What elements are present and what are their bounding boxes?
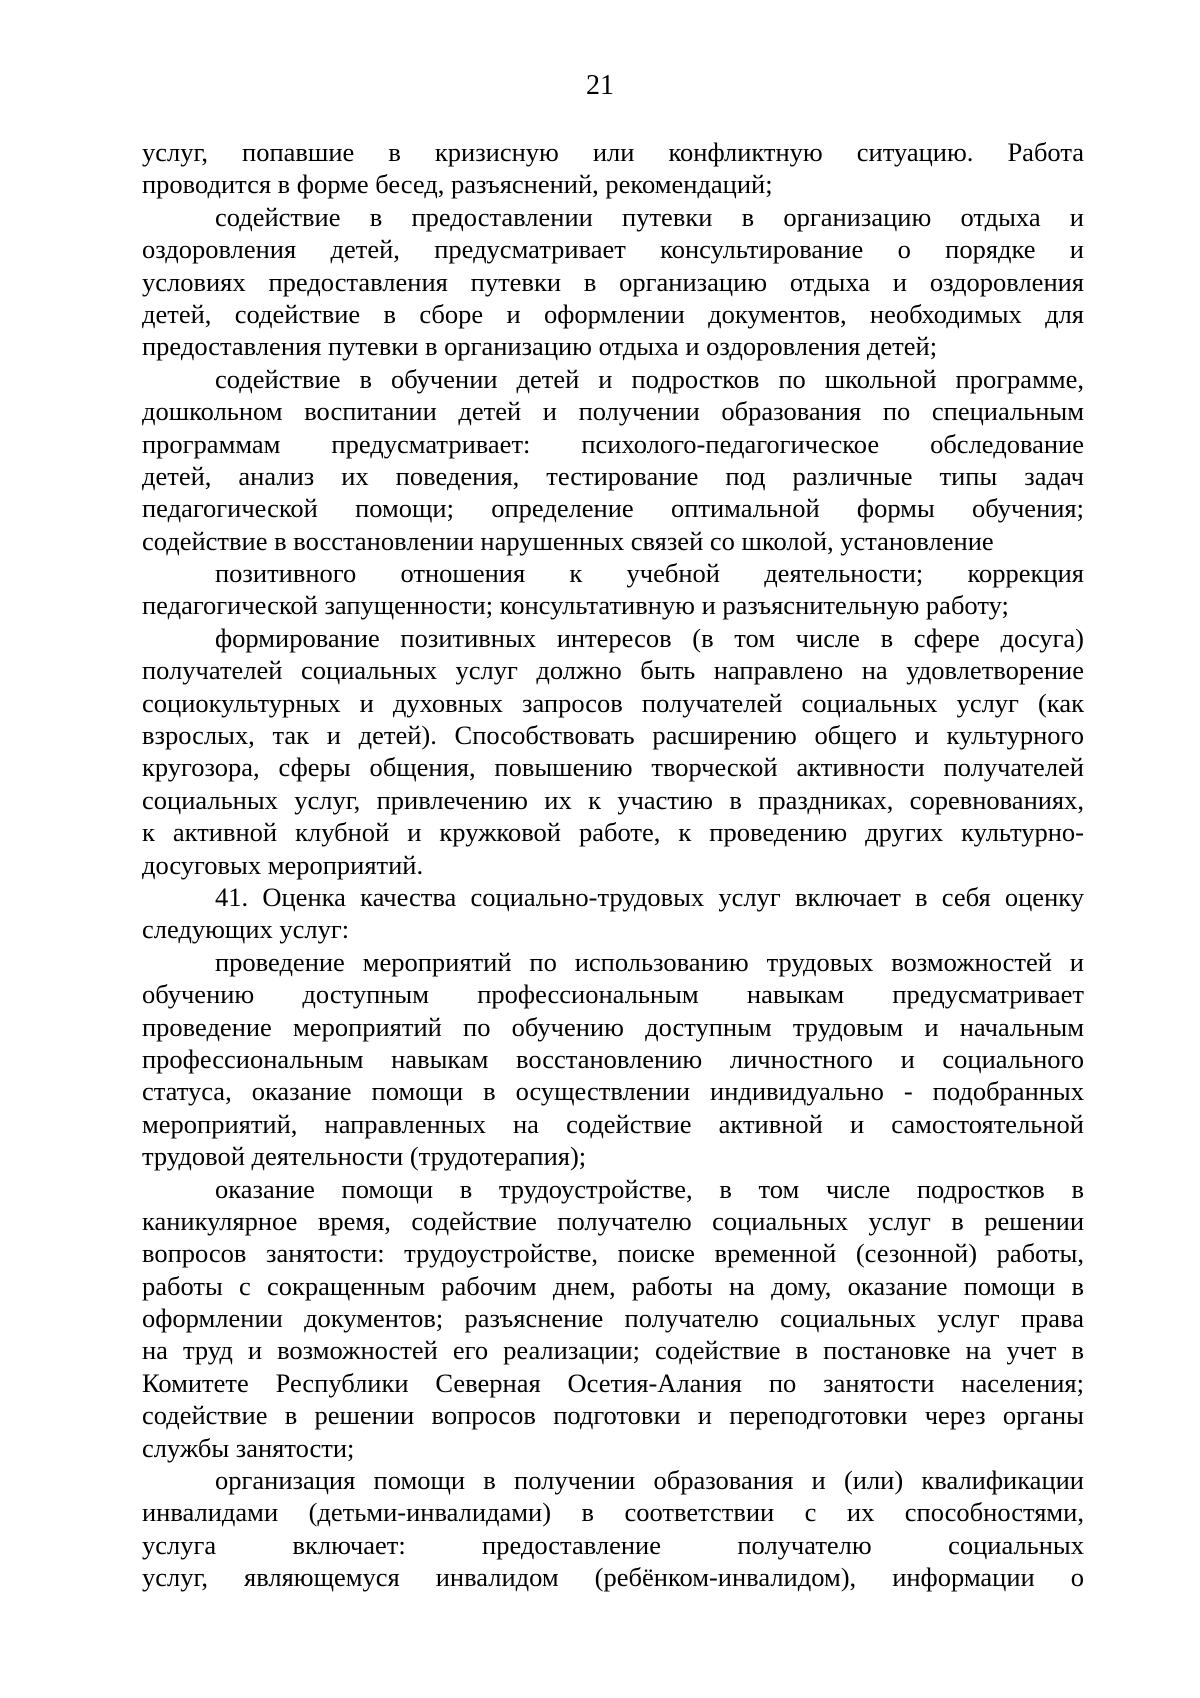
text-line: позитивного отношения к учебной деятельности; коррекция xyxy=(215,558,1084,589)
text-line: содействие в решении вопросов подготовки и переподготовки через органы xyxy=(142,1400,1084,1431)
text-line: оздоровления детей, предусматривает консультирование о порядке и xyxy=(142,234,1084,265)
text-line: профессиональным навыкам восстановлению личностного и социального xyxy=(142,1043,1084,1074)
text-line: каникулярное время, содействие получателю социальных услуг в решении xyxy=(142,1205,1084,1236)
text-line: вопросов занятости: трудоустройстве, поиске временной (сезонной) работы, xyxy=(142,1238,1084,1269)
text-line: содействие в восстановлении нарушенных связей со школой, установление xyxy=(142,525,994,556)
text-line: получателей социальных услуг должно быть направлено на удовлетворение xyxy=(142,655,1084,686)
text-line: обучению доступным профессиональным навыкам предусматривает xyxy=(142,979,1084,1010)
text-line: оформлении документов; разъяснение получателю социальных услуг права xyxy=(142,1303,1084,1334)
text-line: формирование позитивных интересов (в том числе в сфере досуга) xyxy=(215,622,1084,653)
text-line: проведение мероприятий по использованию трудовых возможностей и xyxy=(215,946,1084,977)
text-line: Комитете Республики Северная Осетия-Алания по занятости населения; xyxy=(142,1367,1084,1398)
text-line: содействие в обучении детей и подростков по школьной программе, xyxy=(215,363,1084,394)
text-line: статуса, оказание помощи в осуществлении индивидуально - подобранных xyxy=(142,1076,1084,1107)
text-line: досуговых мероприятий. xyxy=(142,849,424,880)
text-line: службы занятости; xyxy=(142,1432,355,1463)
text-line: предоставления путевки в организацию отдыха и оздоровления детей; xyxy=(142,331,938,362)
text-line: организация помощи в получении образования и (или) квалификации xyxy=(215,1465,1084,1496)
text-line: инвалидами (детьми-инвалидами) в соответствии с их способностями, xyxy=(142,1497,1084,1528)
text-line: социальных услуг, привлечению их к участию в праздниках, соревнованиях, xyxy=(142,784,1084,815)
text-line: детей, содействие в сборе и оформлении документов, необходимых для xyxy=(142,298,1084,329)
text-line: проведение мероприятий по обучению доступным трудовым и начальным xyxy=(142,1011,1084,1042)
text-line: педагогической помощи; определение оптимальной формы обучения; xyxy=(142,493,1084,524)
text-line: проводится в форме бесед, разъяснений, рекомендаций; xyxy=(142,169,773,200)
text-line: 41. Оценка качества социально-трудовых услуг включает в себя оценку xyxy=(215,881,1084,912)
text-line: работы с сокращенным рабочим днем, работы на дому, оказание помощи в xyxy=(142,1270,1084,1301)
text-line: следующих услуг: xyxy=(142,914,350,945)
text-line: дошкольном воспитании детей и получении образования по специальным xyxy=(142,396,1084,427)
page-number: 21 xyxy=(586,70,614,101)
text-line: трудовой деятельности (трудотерапия); xyxy=(142,1141,587,1172)
text-line: к активной клубной и кружковой работе, к проведению других культурно- xyxy=(142,817,1084,848)
text-line: мероприятий, направленных на содействие активной и самостоятельной xyxy=(142,1108,1084,1139)
text-line: взрослых, так и детей). Способствовать расширению общего и культурного xyxy=(142,720,1084,751)
text-line: содействие в предоставлении путевки в организацию отдыха и xyxy=(215,201,1084,232)
text-line: услуг, попавшие в кризисную или конфликтную ситуацию. Работа xyxy=(142,137,1084,167)
text-line: социокультурных и духовных запросов получателей социальных услуг (как xyxy=(142,687,1084,718)
text-line: программам предусматривает: психолого-педагогическое обследование xyxy=(142,428,1084,459)
text-line: услуга включает: предоставление получателю социальных xyxy=(142,1529,1084,1560)
text-line: детей, анализ их поведения, тестирование под различные типы задач xyxy=(142,460,1084,491)
text-line: услуг, являющемуся инвалидом (ребёнком-инвалидом), информации о xyxy=(142,1562,1084,1593)
text-line: оказание помощи в трудоустройстве, в том числе подростков в xyxy=(215,1173,1084,1204)
text-line: на труд и возможностей его реализации; содействие в постановке на учет в xyxy=(142,1335,1084,1366)
document-body xyxy=(142,136,1084,1594)
text-line: условиях предоставления путевки в организацию отдыха и оздоровления xyxy=(142,266,1084,297)
text-line: педагогической запущенности; консультативную и разъяснительную работу; xyxy=(142,590,1009,621)
text-line: кругозора, сферы общения, повышению творческой активности получателей xyxy=(142,752,1084,783)
